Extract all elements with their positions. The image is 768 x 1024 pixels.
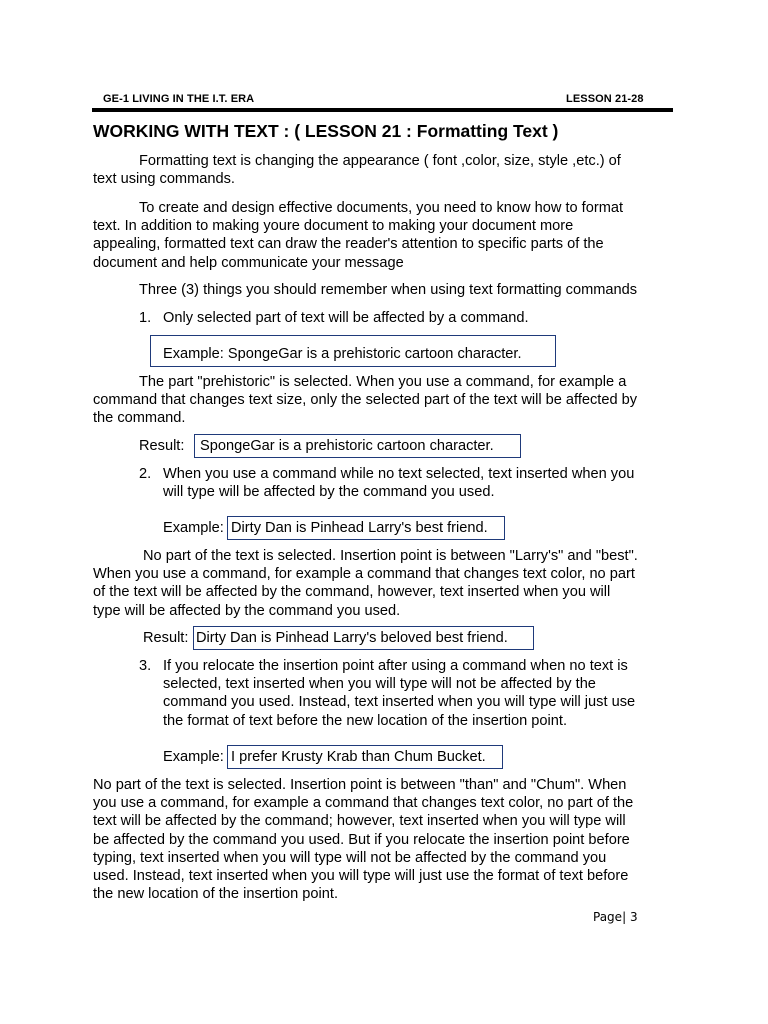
paragraph-2-line: text. In addition to making youre document to making your document more [93, 218, 574, 235]
item-3-explanation-line: you use a command, for example a command that changes text color, no part of the [93, 795, 634, 812]
item-1-explanation-line: The part "prehistoric" is selected. When you use a command, for example a [139, 374, 627, 390]
item-1-number: 1. [139, 310, 152, 326]
header-course: GE-1 LIVING IN THE I.T. ERA [103, 93, 255, 105]
paragraph-2-line: appealing, formatted text can draw the reader's attention to specific parts of the [93, 236, 604, 253]
item-1-text: Only selected part of text will be affected by a command. [163, 310, 529, 326]
item-1-explanation-line: command that changes text size, only the selected part of the text will be affected by [93, 392, 638, 409]
item-3-explanation-line: No part of the text is selected. Insertion point is between "than" and "Chum". When [93, 777, 627, 793]
item-2-explanation-line: No part of the text is selected. Insertion point is between "Larry's" and "best". [143, 548, 638, 564]
item-3-example-label: Example: [163, 749, 224, 765]
item-2-text-line: When you use a command while no text selected, text inserted when you [163, 466, 635, 482]
item-3-text-line: the format of text before the new location of the insertion point. [163, 712, 568, 729]
item-3-example-text: I prefer Krusty Krab than Chum Bucket. [231, 749, 486, 765]
item-1-result-text: SpongeGar is a prehistoric cartoon character. [200, 438, 494, 454]
item-2-explanation-line: type will be affected by the command you used. [93, 602, 401, 619]
paragraph-1-line: Formatting text is changing the appearance ( font ,color, size, style ,etc.) of [139, 153, 621, 169]
header-rule [92, 108, 673, 112]
paragraph-3-line: Three (3) things you should remember when using text formatting commands [139, 282, 638, 298]
item-3-text [163, 657, 635, 730]
item-2-explanation-line: When you use a command, for example a command that changes text color, no part [93, 566, 635, 583]
item-3-explanation-line: used. Instead, text inserted when you will type will just use the format of text before [93, 868, 629, 885]
paragraph-2 [93, 199, 673, 272]
item-3-number: 3. [139, 658, 152, 674]
item-3-text-line: command you used. Instead, text inserted when you will type will just use [163, 694, 636, 711]
item-3-explanation [93, 776, 673, 903]
item-1-result-label: Result: [139, 438, 185, 454]
item-1-explanation [93, 373, 673, 428]
item-1-explanation-line: the command. [93, 410, 186, 427]
paragraph-1 [93, 152, 673, 188]
item-3-explanation-line: be affected by the command you used. But if you relocate the insertion point before [93, 831, 630, 848]
item-3-explanation-line: the new location of the insertion point. [93, 886, 339, 903]
item-2-text-line: will type will be affected by the command you used. [163, 484, 495, 501]
item-2-text [163, 465, 634, 501]
paragraph-2-line: To create and design effective documents, you need to know how to format [139, 200, 624, 216]
item-2-explanation-line: of the text will be affected by the command, however, text inserted when you will [93, 584, 611, 601]
item-3-text-line: selected, text inserted when you will type will not be affected by the [163, 676, 596, 693]
page-number-footer [593, 910, 638, 924]
page-separator: | [622, 910, 627, 924]
item-2-explanation [93, 547, 673, 620]
paragraph-2-line: document and help communicate your message [93, 254, 404, 271]
paragraph-3 [93, 281, 673, 299]
item-3-explanation-line: typing, text inserted when you will type will not be affected by the command you [93, 849, 607, 866]
item-3-text-line: If you relocate the insertion point after using a command when no text is [163, 658, 628, 674]
header-lesson-range: LESSON 21-28 [566, 93, 644, 105]
item-2-number: 2. [139, 466, 152, 482]
page-title: WORKING WITH TEXT : ( LESSON 21 : Formatting Text ) [93, 121, 559, 141]
item-2-example-label: Example: [163, 520, 224, 536]
item-3-explanation-line: text will be affected by the command; however, text inserted when you will type will [93, 813, 626, 830]
item-2-result-text: Dirty Dan is Pinhead Larry's beloved best friend. [196, 630, 508, 646]
paragraph-1-line: text using commands. [93, 171, 235, 188]
page-label: Page [593, 910, 623, 924]
item-2-example-text: Dirty Dan is Pinhead Larry's best friend. [231, 520, 488, 536]
item-2-result-label: Result: [143, 630, 189, 646]
item-1-example: Example: SpongeGar is a prehistoric cartoon character. [163, 346, 522, 362]
page-number: 3 [629, 910, 638, 924]
